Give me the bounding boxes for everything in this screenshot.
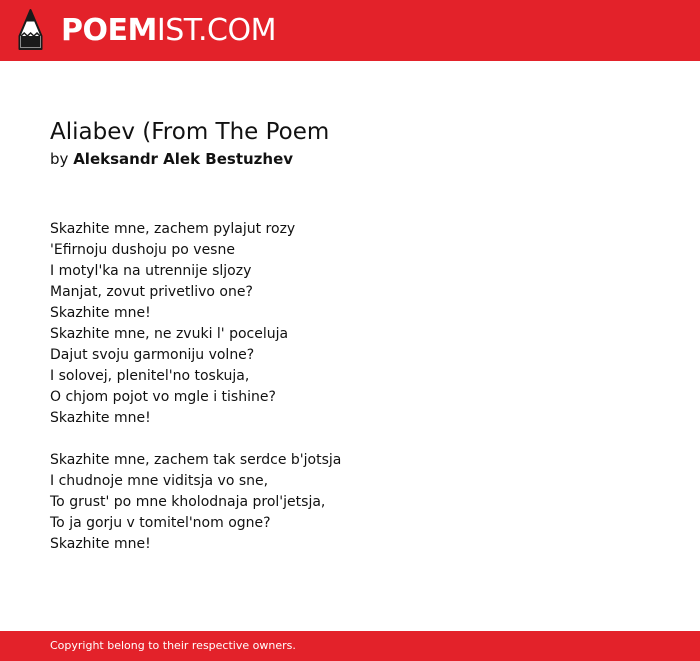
poem-line: Skazhite mne, ne zvuki l' poceluja	[50, 326, 289, 342]
pencil-tip-icon[interactable]	[18, 9, 43, 51]
poem-body	[50, 219, 650, 555]
copyright-text: Copyright belong to their respective owners.	[50, 639, 296, 652]
poem-line: Skazhite mne, zachem tak serdce b'jotsja	[50, 452, 342, 468]
poem-line: Dajut svoju garmoniju volne?	[50, 347, 255, 363]
poem-line: I solovej, plenitel'no toskuja,	[50, 368, 250, 384]
site-logo[interactable]	[61, 11, 276, 51]
poem-line: I motyl'ka na utrennije sljozy	[50, 263, 252, 279]
author-name: Aleksandr Alek Bestuzhev	[73, 150, 294, 168]
stanza	[50, 450, 650, 555]
poem-line: Manjat, zovut privetlivo one?	[50, 284, 253, 300]
poem-line: To ja gorju v tomitel'nom ogne?	[50, 515, 271, 531]
poem-line: Skazhite mne, zachem pylajut rozy	[50, 221, 296, 237]
site-header	[0, 0, 700, 61]
stanza	[50, 219, 650, 429]
site-footer	[0, 631, 700, 661]
poem-line: I chudnoje mne viditsja vo sne,	[50, 473, 269, 489]
poem-line: To grust' po mne kholodnaja prol'jetsja,	[50, 494, 326, 510]
byline	[50, 149, 293, 169]
poem-line: Skazhite mne!	[50, 410, 151, 426]
byline-prefix: by	[50, 150, 69, 168]
stanza-break	[50, 429, 650, 450]
poem-line: O chjom pojot vo mgle i tishine?	[50, 389, 276, 405]
logo-text-bold: POEM	[61, 13, 157, 48]
poem-title: Aliabev (From The Poem	[50, 119, 330, 145]
logo-text-light: IST.COM	[156, 13, 276, 48]
poem-line: Skazhite mne!	[50, 305, 151, 321]
poem-line: Skazhite mne!	[50, 536, 151, 552]
poem-line: 'Efirnoju dushoju po vesne	[50, 242, 235, 258]
